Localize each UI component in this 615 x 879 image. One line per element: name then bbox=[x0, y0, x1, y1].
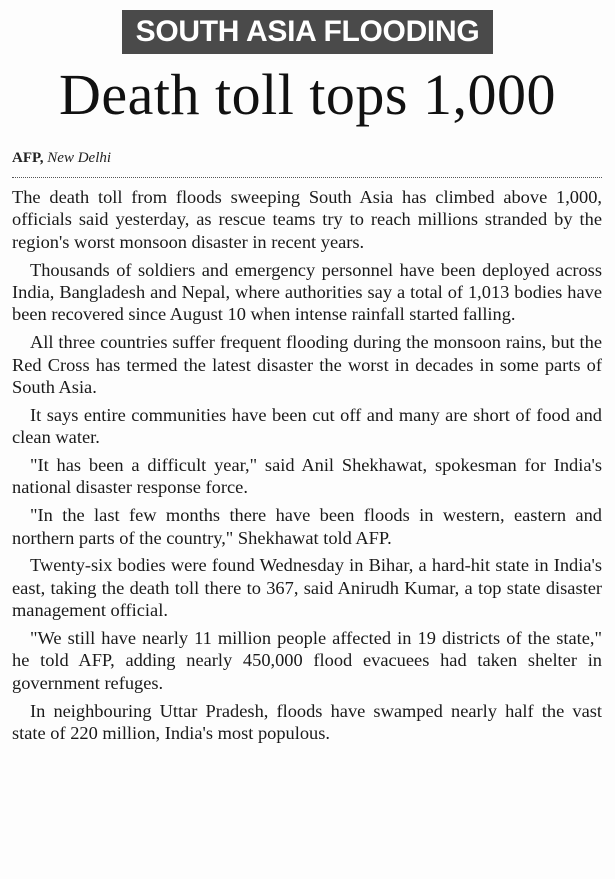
article-paragraph: Twenty-six bodies were found Wednesday in Bihar, a hard-hit state in India's east, taking the death toll there to 367, said Anirudh Kumar, a top state disaster management official. bbox=[12, 555, 602, 621]
article-paragraph: "It has been a difficult year," said Anil Shekhawat, spokesman for India's national disaster response force. bbox=[12, 455, 602, 498]
article-paragraph: It says entire communities have been cut off and many are short of food and clean water. bbox=[12, 404, 602, 448]
article-paragraph: Thousands of soldiers and emergency personnel have been deployed across India, Bangladesh and Nepal, where authorities say a total of 1,013 bodies have been recovered since August 10 when intense rainfall started falling. bbox=[12, 259, 602, 325]
byline bbox=[12, 148, 111, 168]
byline-divider bbox=[12, 177, 602, 178]
byline-dateline: New Delhi bbox=[47, 150, 112, 166]
article-paragraph: The death toll from floods sweeping South Asia has climbed above 1,000, officials said yesterday, as rescue teams try to reach millions stranded by the region's worst monsoon disaster in recent years. bbox=[12, 187, 602, 252]
byline-agency: AFP, bbox=[12, 150, 44, 166]
kicker-banner bbox=[0, 10, 615, 54]
article-paragraph: "We still have nearly 11 million people affected in 19 districts of the state," he told AFP, adding nearly 450,000 flood evacuees had taken shelter in government refuges. bbox=[12, 628, 602, 693]
headline: Death toll tops 1,000 bbox=[58, 62, 556, 127]
article-paragraph: "In the last few months there have been floods in western, eastern and northern parts of the country," Shekhawat told AFP. bbox=[12, 505, 602, 548]
section-kicker: SOUTH ASIA FLOODING bbox=[122, 10, 494, 54]
article-paragraph: All three countries suffer frequent flooding during the monsoon rains, but the Red Cross has termed the latest disaster the worst in decades in some parts of South Asia. bbox=[12, 332, 602, 398]
article-body bbox=[12, 186, 602, 750]
article-paragraph: In neighbouring Uttar Pradesh, floods have swamped nearly half the vast state of 220 million, India's most populous. bbox=[12, 700, 602, 744]
